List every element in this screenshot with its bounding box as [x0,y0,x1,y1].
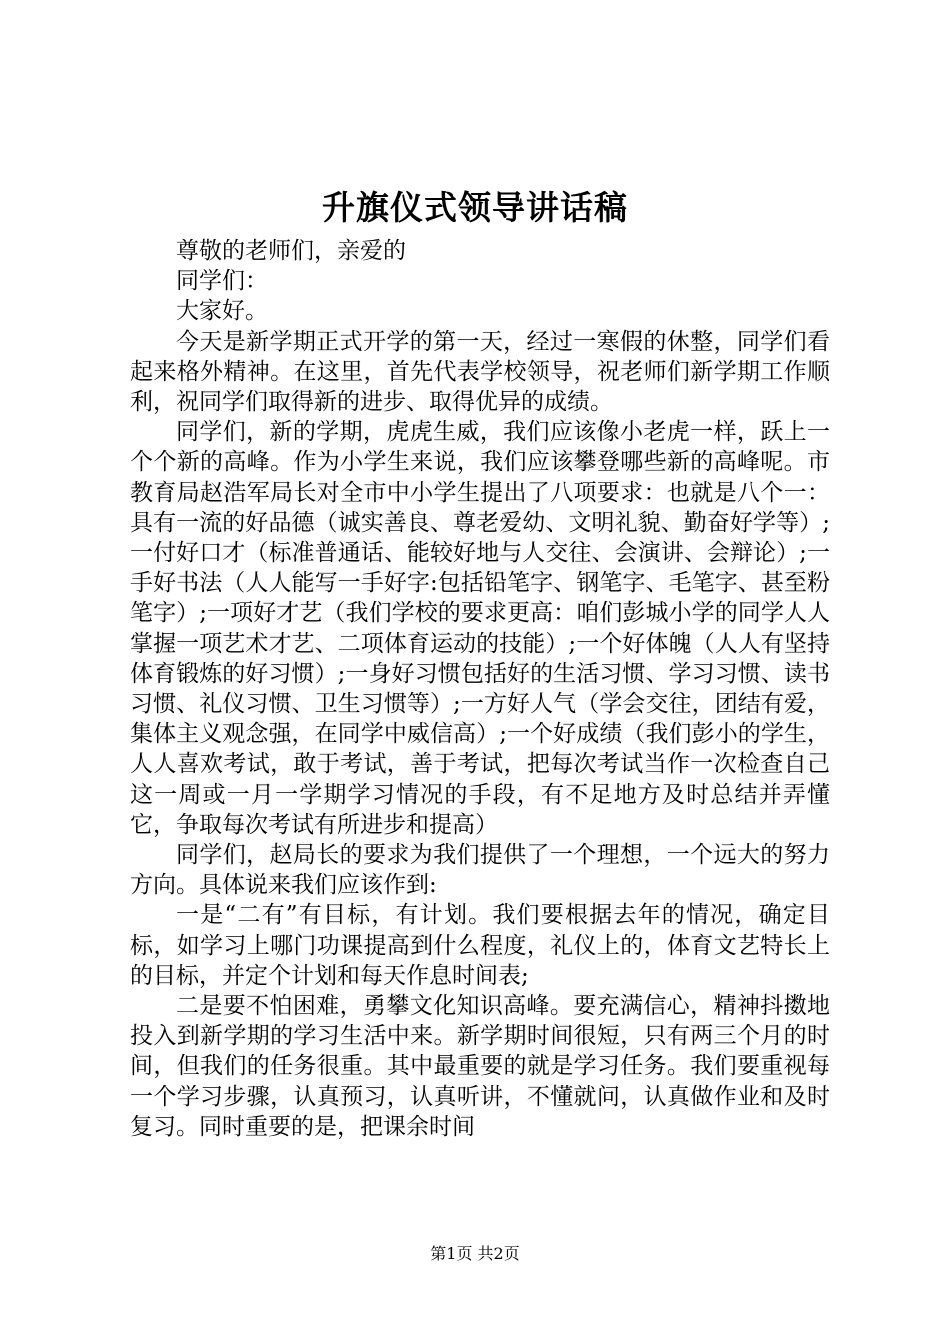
body-paragraph: 同学们，赵局长的要求为我们提供了一个理想，一个远大的努力方向。具体说来我们应该作到: [130,842,830,899]
document-body [130,236,830,1142]
document-title: 升旗仪式领导讲话稿 [322,188,628,227]
body-paragraph: 二是要不怕困难，勇攀文化知识高峰。要充满信心，精神抖擞地投入到新学期的学习生活中来。新学期时间很短，只有两三个月的时间，但我们的任务很重。其中最重要的就是学习任务。我们要重视每一个学习步骤，认真预习，认真听讲，不懂就问，认真做作业和及时复习。同时重要的是，把课余时间 [130,993,830,1140]
body-paragraph: 一是“二有”有目标，有计划。我们要根据去年的情况，确定目标，如学习上哪门功课提高到什么程度，礼仪上的，体育文艺特长上的目标，并定个计划和每天作息时间表; [130,902,830,989]
greeting-line: 大家好。 [176,298,268,325]
body-paragraph: 同学们，新的学期，虎虎生威，我们应该像小老虎一样，跃上一个个新的高峰。作为小学生来说，我们应该攀登哪些新的高峰呢。市教育局赵浩军局长对全市中小学生提出了八项要求：也就是八个一：具有一流的好品德（诚实善良、尊老爱幼、文明礼貌、勤奋好学等）;一付好口才（标准普通话、能较好地与人交往、会演讲、会辩论）;一手好书法（人人能写一手好字:包括铅笔字、钢笔字、毛笔字、甚至粉笔字）;一项好才艺（我们学校的要求更高：咱们彭城小学的同学人人掌握一项艺术才艺、二项体育运动的技能）;一个好体魄（人人有坚持体育锻炼的好习惯）;一身好习惯包括好的生活习惯、学习习惯、读书习惯、礼仪习惯、卫生习惯等）;一方好人气（学会交往，团结有爱，集体主义观念强，在同学中威信高）;一个好成绩（我们彭小的学生，人人喜欢考试，敢于考试，善于考试，把每次考试当作一次检查自己这一周或一月一学期学习情况的手段，有不足地方及时总结并弄懂它，争取每次考试有所进步和提高） [130,419,830,838]
greeting-line: 同学们： [176,268,268,295]
greeting-line: 尊敬的老师们，亲爱的 [176,238,406,264]
page-number-footer: 第1页 共2页 [430,1244,520,1263]
body-paragraph: 今天是新学期正式开学的第一天，经过一寒假的休整，同学们看起来格外精神。在这里，首先代表学校领导，祝老师们新学期工作顺利，祝同学们取得新的进步、取得优异的成绩。 [130,328,830,416]
